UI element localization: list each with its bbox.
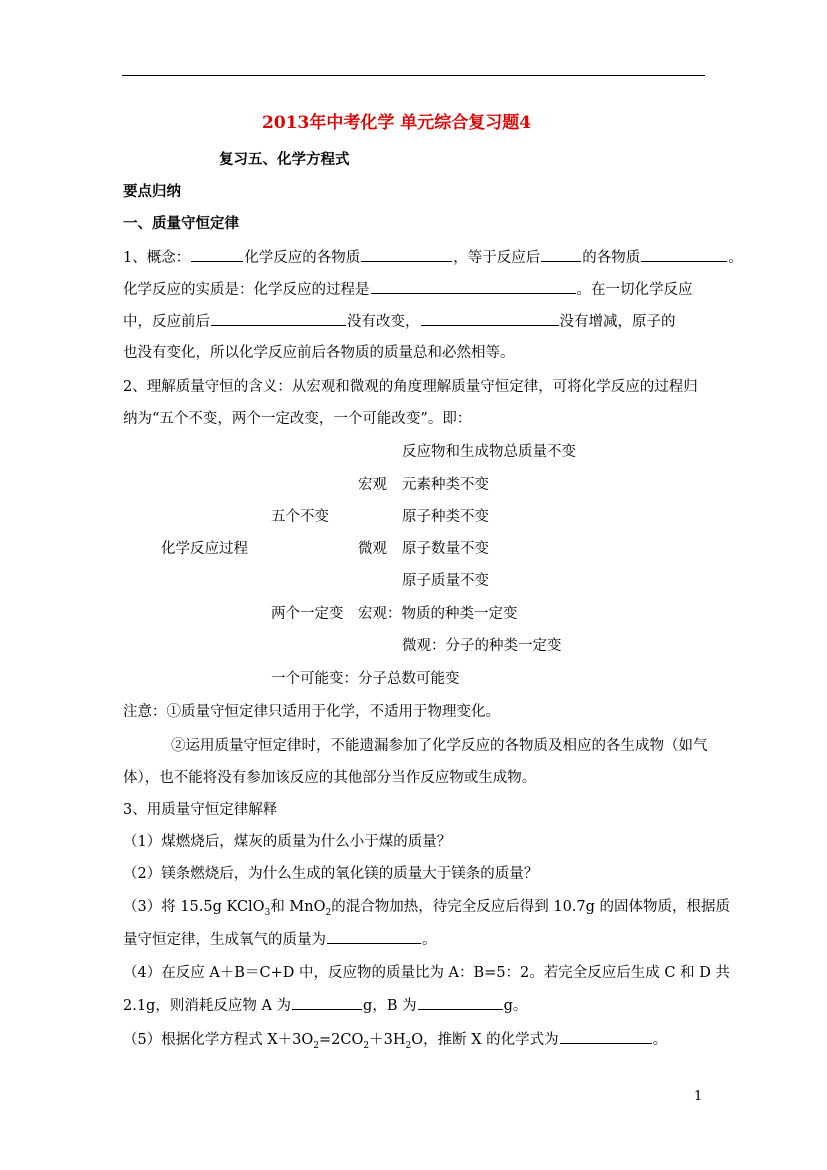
scheme-item: 原子质量不变 [402, 573, 489, 589]
conservation-line [123, 311, 676, 332]
section-heading: 要点归纳 [123, 183, 181, 200]
q5-text: O，推断 X 的化学式为 [411, 1032, 559, 1048]
q5-text: （5）根据化学方程式 X＋3O [123, 1032, 314, 1048]
paragraph-line: 2、理解质量守恒的含义：从宏观和微观的角度理解质量守恒定律，可将化学反应的过程归 [123, 379, 698, 395]
question-3 [123, 897, 730, 917]
blank[interactable] [541, 247, 581, 262]
blank[interactable] [211, 311, 346, 326]
paragraph-line: 也没有变化，所以化学反应前后各物质的质量总和必然相等。 [123, 345, 515, 361]
concept-text: ，等于反应后 [453, 250, 541, 266]
subscript: 3 [264, 907, 271, 918]
q5-text: ＋3H [369, 1032, 406, 1048]
part-heading: 一、质量守恒定律 [123, 215, 239, 232]
blank[interactable] [361, 247, 452, 262]
note-line: ②运用质量守恒定律时，不能遗漏参加了化学反应的各物质及相应的各生成物（如气 [171, 738, 708, 754]
scheme-one-label: 一个可能变：分子总数可能变 [271, 671, 460, 687]
subscript: 2 [363, 1040, 370, 1051]
question-1: （1）煤燃烧后，煤灰的质量为什么小于煤的质量？ [123, 834, 452, 850]
conservation-text: 中，反应前后 [123, 314, 210, 330]
paragraph-line: 纳为“五个不变，两个一定改变，一个可能改变”。即： [123, 411, 472, 427]
blank[interactable] [560, 1029, 652, 1044]
header-rule [122, 75, 705, 76]
concept-line [123, 247, 743, 268]
concept-label: 1、概念： [123, 250, 191, 266]
subtitle: 复习五、化学方程式 [219, 151, 350, 168]
scheme-item: 原子种类不变 [402, 509, 489, 525]
blank[interactable] [418, 995, 503, 1010]
subscript: 2 [313, 1040, 320, 1051]
concept-text: 。 [728, 250, 743, 266]
scheme-five-label: 五个不变 [271, 509, 329, 525]
question-heading: 3、用质量守恒定律解释 [123, 802, 278, 818]
question-4: （4）在反应 A＋B＝C+D 中，反应物的质量比为 A：B=5：2。若完全反应后生成 C 和 D 共 [123, 965, 730, 981]
conservation-text: 没有增减，原子的 [559, 314, 676, 330]
scheme-micro-label: 微观 [358, 541, 387, 557]
scheme-process-label: 化学反应过程 [161, 541, 248, 557]
q4-text: g。 [503, 998, 528, 1014]
scheme-item: 微观：分子的种类一定变 [402, 638, 562, 654]
q3-text: （3）将 15.5g KClO [123, 899, 265, 915]
scheme-item: 宏观：物质的种类一定变 [358, 606, 518, 622]
question-2: （2）镁条燃烧后，为什么生成的氧化镁的质量大于镁条的质量？ [123, 866, 539, 882]
conservation-text: 没有改变， [347, 314, 420, 330]
question-5 [123, 1029, 667, 1050]
scheme-item: 反应物和生成物总质量不变 [402, 444, 576, 460]
page-number: 1 [694, 1089, 703, 1104]
essence-line [123, 279, 693, 300]
blank[interactable] [421, 311, 559, 326]
q4-text: 2.1g，则消耗反应物 A 为 [123, 998, 292, 1014]
scheme-item: 元素种类不变 [402, 477, 489, 493]
essence-text: 化学反应的实质是：化学反应的过程是 [123, 282, 370, 298]
concept-text: 化学反应的各物质 [244, 250, 361, 266]
q5-text: 。 [652, 1032, 668, 1048]
q5-text: =2CO [319, 1032, 364, 1048]
concept-text: 的各物质 [582, 250, 641, 266]
scheme-two-label: 两个一定变 [271, 606, 344, 622]
essence-text: 。在一切化学反应 [576, 282, 693, 298]
blank[interactable] [327, 929, 421, 944]
q4-text: g，B 为 [363, 998, 417, 1014]
subscript: 2 [405, 1040, 412, 1051]
q3-text: 的混合物加热，待完全反应后得到 10.7g 的固体物质，根据质 [331, 899, 731, 915]
q3-text: 和 MnO [270, 899, 326, 915]
page-title: 2013年中考化学 单元综合复习题4 [262, 113, 532, 133]
scheme-macro-label: 宏观 [358, 477, 387, 493]
note-line: 注意：①质量守恒定律只适用于化学，不适用于物理变化。 [123, 704, 500, 720]
subscript: 2 [325, 907, 332, 918]
q3-text: 量守恒定律，生成氧气的质量为 [123, 932, 326, 948]
blank[interactable] [371, 279, 576, 294]
note-line: 体），也不能将没有参加该反应的其他部分当作反应物或生成物。 [123, 770, 537, 786]
question-4-cont [123, 995, 527, 1016]
blank[interactable] [641, 247, 727, 262]
q3-text: 。 [422, 932, 437, 948]
blank[interactable] [191, 247, 243, 262]
blank[interactable] [292, 995, 362, 1010]
scheme-item: 原子数量不变 [402, 541, 489, 557]
question-3-cont [123, 929, 437, 950]
